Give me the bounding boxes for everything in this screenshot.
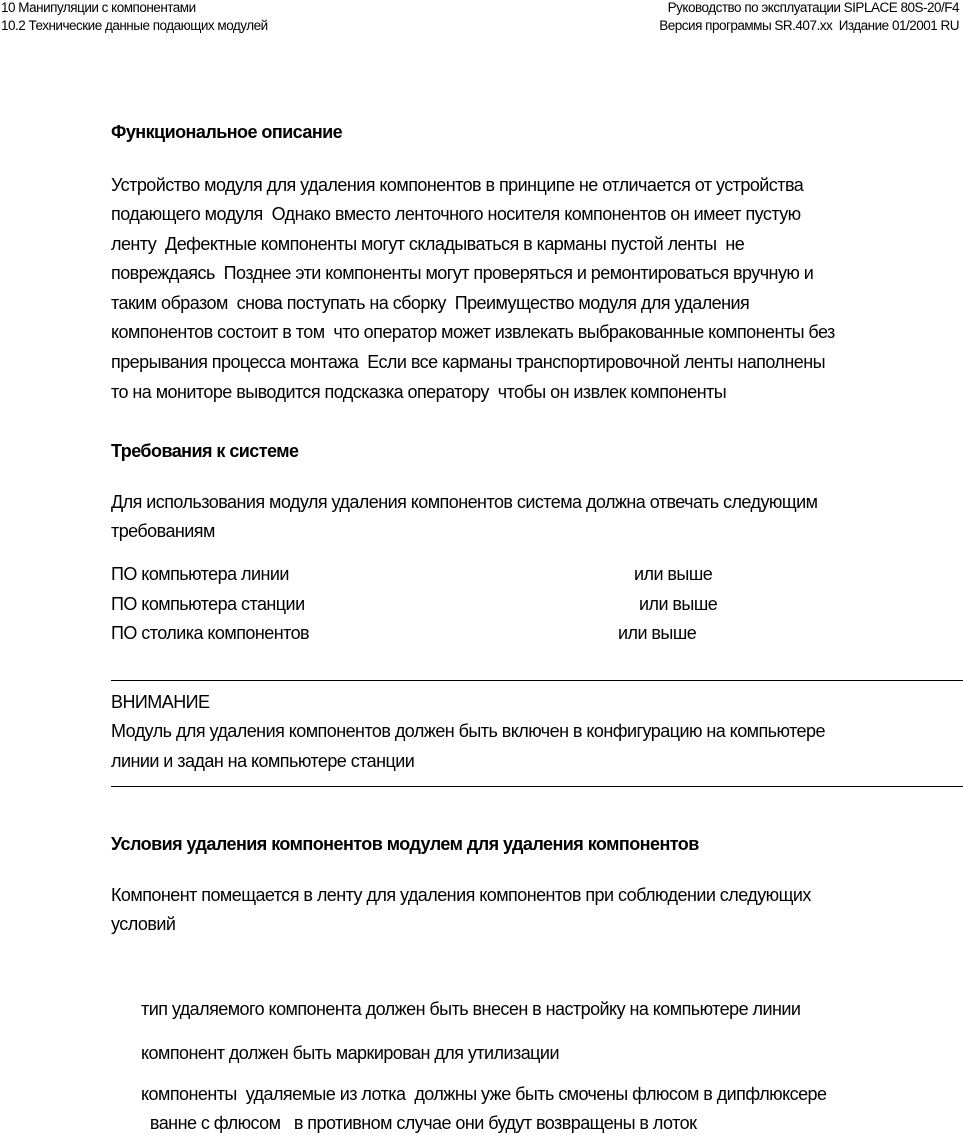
para-line: требованиям (111, 521, 215, 541)
condition-item: ванне с флюсом в противном случае они будут возвращены в лоток (141, 1113, 697, 1133)
section-title: Условия удаления компонентов модулем для удаления компонентов (111, 834, 699, 854)
requirement-value: или выше (634, 564, 713, 584)
para-line: Для использования модуля удаления компонентов система должна отвечать следующим (111, 492, 818, 512)
note-title: ВНИМАНИЕ (111, 692, 210, 712)
header-version: Версия программы SR.407.xx Издание 01/2001 RU (659, 18, 959, 33)
divider (111, 786, 963, 787)
para-line: Компонент помещается в ленту для удаления компонентов при соблюдении следующих (111, 885, 811, 905)
para-line: Устройство модуля для удаления компонентов в принципе не отличается от устройства (111, 175, 804, 195)
divider (111, 680, 963, 681)
requirement-name: ПО компьютера станции (111, 594, 305, 614)
requirement-value: или выше (618, 623, 697, 643)
requirement-name: ПО компьютера линии (111, 564, 289, 584)
section-title: Функциональное описание (111, 122, 343, 142)
para-line: повреждаясь Позднее эти компоненты могут проверяться и ремонтироваться вручную и (111, 263, 814, 283)
para-line: компонентов состоит в том что оператор может извлекать выбракованные компоненты без (111, 322, 835, 342)
section-title: Требования к системе (111, 441, 299, 461)
header-section: 10.2 Технические данные подающих модулей (1, 18, 268, 33)
para-line: таким образом снова поступать на сборку Преимущество модуля для удаления (111, 293, 750, 313)
para-line: то на мониторе выводится подсказка оператору чтобы он извлек компоненты (111, 382, 727, 402)
header-manual: Руководство по эксплуатации SIPLACE 80S-20/F4 (667, 0, 959, 15)
note-line: линии и задан на компьютере станции (111, 751, 415, 771)
condition-item: тип удаляемого компонента должен быть внесен в настройку на компьютере линии (141, 999, 801, 1019)
header-chapter: 10 Манипуляции с компонентами (1, 0, 196, 15)
para-line: подающего модуля Однако вместо ленточного носителя компонентов он имеет пустую (111, 204, 801, 224)
condition-item: компоненты удаляемые из лотка должны уже быть смочены флюсом в дипфлюксере (141, 1084, 827, 1104)
condition-item: компонент должен быть маркирован для утилизации (141, 1043, 559, 1063)
note-line: Модуль для удаления компонентов должен быть включен в конфигурацию на компьютере (111, 721, 825, 741)
para-line: ленту Дефектные компоненты могут складываться в карманы пустой ленты не (111, 234, 745, 254)
requirement-value: или выше (639, 594, 718, 614)
para-line: условий (111, 914, 176, 934)
requirement-name: ПО столика компонентов (111, 623, 310, 643)
para-line: прерывания процесса монтажа Если все карманы транспортировочной ленты наполнены (111, 352, 825, 372)
